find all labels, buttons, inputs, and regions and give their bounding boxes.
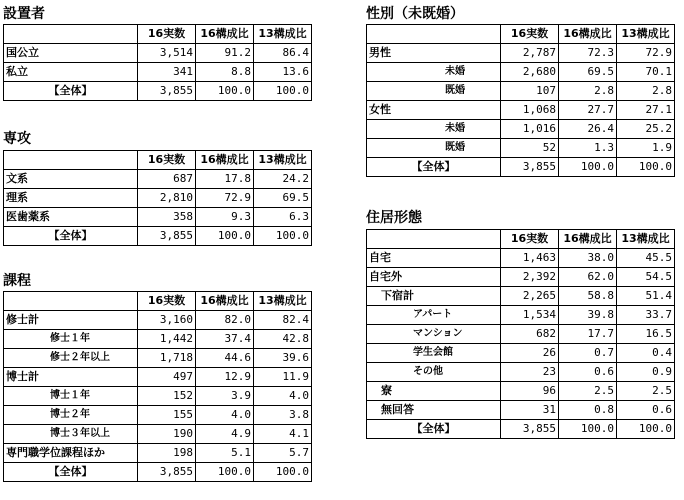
value-cell: 38.0 bbox=[559, 249, 617, 268]
value-cell: 190 bbox=[138, 425, 196, 444]
section-title-seibetsu: 性別（未既婚） bbox=[366, 6, 464, 22]
table-row bbox=[367, 306, 675, 325]
table-row bbox=[367, 344, 675, 363]
table-seibetsu bbox=[366, 24, 675, 177]
value-cell: 2.8 bbox=[559, 82, 617, 101]
total-row bbox=[367, 420, 675, 439]
value-cell: 11.9 bbox=[254, 368, 312, 387]
value-cell: 3.9 bbox=[196, 387, 254, 406]
table-row bbox=[367, 268, 675, 287]
value-cell: 100.0 bbox=[617, 420, 675, 439]
header-blank-cell bbox=[367, 230, 501, 249]
value-cell: 1,718 bbox=[138, 349, 196, 368]
row-label: 学生会館 bbox=[367, 344, 501, 363]
value-cell: 3,855 bbox=[501, 420, 559, 439]
column-header: 13構成比 bbox=[254, 292, 312, 311]
value-cell: 44.6 bbox=[196, 349, 254, 368]
column-header: 16実数 bbox=[138, 25, 196, 44]
value-cell: 58.8 bbox=[559, 287, 617, 306]
value-cell: 2,680 bbox=[501, 63, 559, 82]
value-cell: 33.7 bbox=[617, 306, 675, 325]
table-row bbox=[367, 82, 675, 101]
table-row bbox=[367, 401, 675, 420]
value-cell: 2,787 bbox=[501, 44, 559, 63]
value-cell: 0.8 bbox=[559, 401, 617, 420]
header-row bbox=[367, 230, 675, 249]
value-cell: 1,016 bbox=[501, 120, 559, 139]
value-cell: 8.8 bbox=[196, 63, 254, 82]
table-jukyo bbox=[366, 229, 675, 439]
table-setchisha bbox=[3, 24, 312, 101]
column-header: 13構成比 bbox=[254, 25, 312, 44]
row-label: 自宅 bbox=[367, 249, 501, 268]
table-row bbox=[4, 368, 312, 387]
value-cell: 27.1 bbox=[617, 101, 675, 120]
value-cell: 1.3 bbox=[559, 139, 617, 158]
value-cell: 12.9 bbox=[196, 368, 254, 387]
row-label: 下宿計 bbox=[367, 287, 501, 306]
row-label: 博士２年 bbox=[4, 406, 138, 425]
value-cell: 82.4 bbox=[254, 311, 312, 330]
row-label: 寮 bbox=[367, 382, 501, 401]
column-header: 16実数 bbox=[501, 25, 559, 44]
value-cell: 100.0 bbox=[254, 227, 312, 246]
value-cell: 497 bbox=[138, 368, 196, 387]
value-cell: 82.0 bbox=[196, 311, 254, 330]
value-cell: 3.8 bbox=[254, 406, 312, 425]
row-label: 国公立 bbox=[4, 44, 138, 63]
row-label: 無回答 bbox=[367, 401, 501, 420]
table-row bbox=[4, 44, 312, 63]
value-cell: 100.0 bbox=[196, 463, 254, 482]
row-label: 医歯薬系 bbox=[4, 208, 138, 227]
value-cell: 52 bbox=[501, 139, 559, 158]
section-title-setchisha: 設置者 bbox=[3, 6, 45, 22]
value-cell: 4.0 bbox=[196, 406, 254, 425]
table-row bbox=[4, 63, 312, 82]
value-cell: 3,855 bbox=[138, 82, 196, 101]
row-label: 既婚 bbox=[367, 139, 501, 158]
table-row bbox=[4, 444, 312, 463]
column-header: 16実数 bbox=[501, 230, 559, 249]
row-label: 理系 bbox=[4, 189, 138, 208]
value-cell: 198 bbox=[138, 444, 196, 463]
table-row bbox=[4, 387, 312, 406]
value-cell: 4.1 bbox=[254, 425, 312, 444]
value-cell: 96 bbox=[501, 382, 559, 401]
column-header: 13構成比 bbox=[617, 230, 675, 249]
value-cell: 69.5 bbox=[559, 63, 617, 82]
value-cell: 17.7 bbox=[559, 325, 617, 344]
value-cell: 3,855 bbox=[138, 227, 196, 246]
row-label: 修士２年以上 bbox=[4, 349, 138, 368]
value-cell: 54.5 bbox=[617, 268, 675, 287]
section-title-jukyo: 住居形態 bbox=[366, 210, 422, 226]
value-cell: 16.5 bbox=[617, 325, 675, 344]
row-label: 【全体】 bbox=[367, 158, 501, 177]
row-label: 女性 bbox=[367, 101, 501, 120]
value-cell: 2,265 bbox=[501, 287, 559, 306]
value-cell: 358 bbox=[138, 208, 196, 227]
row-label: 修士計 bbox=[4, 311, 138, 330]
table-row bbox=[367, 287, 675, 306]
column-header: 16実数 bbox=[138, 151, 196, 170]
value-cell: 2,392 bbox=[501, 268, 559, 287]
value-cell: 3,514 bbox=[138, 44, 196, 63]
row-label: 博士１年 bbox=[4, 387, 138, 406]
table-row bbox=[4, 425, 312, 444]
column-header: 13構成比 bbox=[617, 25, 675, 44]
table-row bbox=[367, 363, 675, 382]
value-cell: 70.1 bbox=[617, 63, 675, 82]
value-cell: 45.5 bbox=[617, 249, 675, 268]
row-label: 男性 bbox=[367, 44, 501, 63]
row-label: 私立 bbox=[4, 63, 138, 82]
table-row bbox=[367, 101, 675, 120]
table-row bbox=[367, 325, 675, 344]
value-cell: 62.0 bbox=[559, 268, 617, 287]
total-row bbox=[4, 227, 312, 246]
value-cell: 26 bbox=[501, 344, 559, 363]
value-cell: 72.3 bbox=[559, 44, 617, 63]
value-cell: 682 bbox=[501, 325, 559, 344]
value-cell: 39.6 bbox=[254, 349, 312, 368]
value-cell: 69.5 bbox=[254, 189, 312, 208]
value-cell: 72.9 bbox=[196, 189, 254, 208]
value-cell: 17.8 bbox=[196, 170, 254, 189]
row-label: 【全体】 bbox=[367, 420, 501, 439]
row-label: 未婚 bbox=[367, 63, 501, 82]
value-cell: 155 bbox=[138, 406, 196, 425]
value-cell: 24.2 bbox=[254, 170, 312, 189]
value-cell: 100.0 bbox=[196, 82, 254, 101]
table-senko bbox=[3, 150, 312, 246]
value-cell: 5.7 bbox=[254, 444, 312, 463]
value-cell: 2,810 bbox=[138, 189, 196, 208]
value-cell: 1,068 bbox=[501, 101, 559, 120]
section-title-katei: 課程 bbox=[3, 273, 31, 289]
value-cell: 4.9 bbox=[196, 425, 254, 444]
table-row bbox=[4, 330, 312, 349]
value-cell: 100.0 bbox=[254, 82, 312, 101]
header-blank-cell bbox=[367, 25, 501, 44]
value-cell: 152 bbox=[138, 387, 196, 406]
table-row bbox=[4, 406, 312, 425]
value-cell: 0.6 bbox=[559, 363, 617, 382]
value-cell: 91.2 bbox=[196, 44, 254, 63]
row-label: 未婚 bbox=[367, 120, 501, 139]
value-cell: 2.5 bbox=[559, 382, 617, 401]
value-cell: 86.4 bbox=[254, 44, 312, 63]
row-label: 【全体】 bbox=[4, 463, 138, 482]
value-cell: 1,463 bbox=[501, 249, 559, 268]
table-row bbox=[4, 349, 312, 368]
table-katei bbox=[3, 291, 312, 482]
total-row bbox=[367, 158, 675, 177]
table-row bbox=[367, 139, 675, 158]
value-cell: 39.8 bbox=[559, 306, 617, 325]
row-label: 博士３年以上 bbox=[4, 425, 138, 444]
row-label: 【全体】 bbox=[4, 227, 138, 246]
table-row bbox=[4, 311, 312, 330]
column-header: 16構成比 bbox=[196, 292, 254, 311]
total-row bbox=[4, 463, 312, 482]
value-cell: 6.3 bbox=[254, 208, 312, 227]
header-blank-cell bbox=[4, 151, 138, 170]
row-label: マンション bbox=[367, 325, 501, 344]
value-cell: 100.0 bbox=[559, 420, 617, 439]
value-cell: 23 bbox=[501, 363, 559, 382]
column-header: 13構成比 bbox=[254, 151, 312, 170]
value-cell: 341 bbox=[138, 63, 196, 82]
table-row bbox=[4, 170, 312, 189]
value-cell: 0.7 bbox=[559, 344, 617, 363]
column-header: 16構成比 bbox=[196, 151, 254, 170]
column-header: 16実数 bbox=[138, 292, 196, 311]
value-cell: 687 bbox=[138, 170, 196, 189]
column-header: 16構成比 bbox=[559, 230, 617, 249]
value-cell: 37.4 bbox=[196, 330, 254, 349]
value-cell: 100.0 bbox=[559, 158, 617, 177]
value-cell: 26.4 bbox=[559, 120, 617, 139]
value-cell: 0.9 bbox=[617, 363, 675, 382]
value-cell: 3,160 bbox=[138, 311, 196, 330]
table-row bbox=[367, 382, 675, 401]
row-label: その他 bbox=[367, 363, 501, 382]
table-row bbox=[367, 120, 675, 139]
table-row bbox=[367, 249, 675, 268]
row-label: 文系 bbox=[4, 170, 138, 189]
row-label: 修士１年 bbox=[4, 330, 138, 349]
value-cell: 42.8 bbox=[254, 330, 312, 349]
value-cell: 100.0 bbox=[617, 158, 675, 177]
value-cell: 107 bbox=[501, 82, 559, 101]
column-header: 16構成比 bbox=[559, 25, 617, 44]
value-cell: 0.4 bbox=[617, 344, 675, 363]
value-cell: 1.9 bbox=[617, 139, 675, 158]
value-cell: 72.9 bbox=[617, 44, 675, 63]
row-label: アパート bbox=[367, 306, 501, 325]
header-row bbox=[4, 151, 312, 170]
value-cell: 25.2 bbox=[617, 120, 675, 139]
row-label: 専門職学位課程ほか bbox=[4, 444, 138, 463]
table-row bbox=[367, 63, 675, 82]
value-cell: 27.7 bbox=[559, 101, 617, 120]
value-cell: 1,534 bbox=[501, 306, 559, 325]
header-row bbox=[4, 25, 312, 44]
row-label: 自宅外 bbox=[367, 268, 501, 287]
column-header: 16構成比 bbox=[196, 25, 254, 44]
row-label: 【全体】 bbox=[4, 82, 138, 101]
value-cell: 4.0 bbox=[254, 387, 312, 406]
value-cell: 0.6 bbox=[617, 401, 675, 420]
row-label: 博士計 bbox=[4, 368, 138, 387]
value-cell: 100.0 bbox=[254, 463, 312, 482]
total-row bbox=[4, 82, 312, 101]
value-cell: 3,855 bbox=[138, 463, 196, 482]
value-cell: 2.5 bbox=[617, 382, 675, 401]
section-title-senko: 専攻 bbox=[3, 131, 31, 147]
value-cell: 31 bbox=[501, 401, 559, 420]
header-row bbox=[367, 25, 675, 44]
value-cell: 5.1 bbox=[196, 444, 254, 463]
table-row bbox=[4, 208, 312, 227]
value-cell: 100.0 bbox=[196, 227, 254, 246]
table-row bbox=[4, 189, 312, 208]
value-cell: 9.3 bbox=[196, 208, 254, 227]
table-row bbox=[367, 44, 675, 63]
value-cell: 51.4 bbox=[617, 287, 675, 306]
header-blank-cell bbox=[4, 292, 138, 311]
row-label: 既婚 bbox=[367, 82, 501, 101]
header-blank-cell bbox=[4, 25, 138, 44]
value-cell: 1,442 bbox=[138, 330, 196, 349]
value-cell: 3,855 bbox=[501, 158, 559, 177]
value-cell: 2.8 bbox=[617, 82, 675, 101]
header-row bbox=[4, 292, 312, 311]
value-cell: 13.6 bbox=[254, 63, 312, 82]
